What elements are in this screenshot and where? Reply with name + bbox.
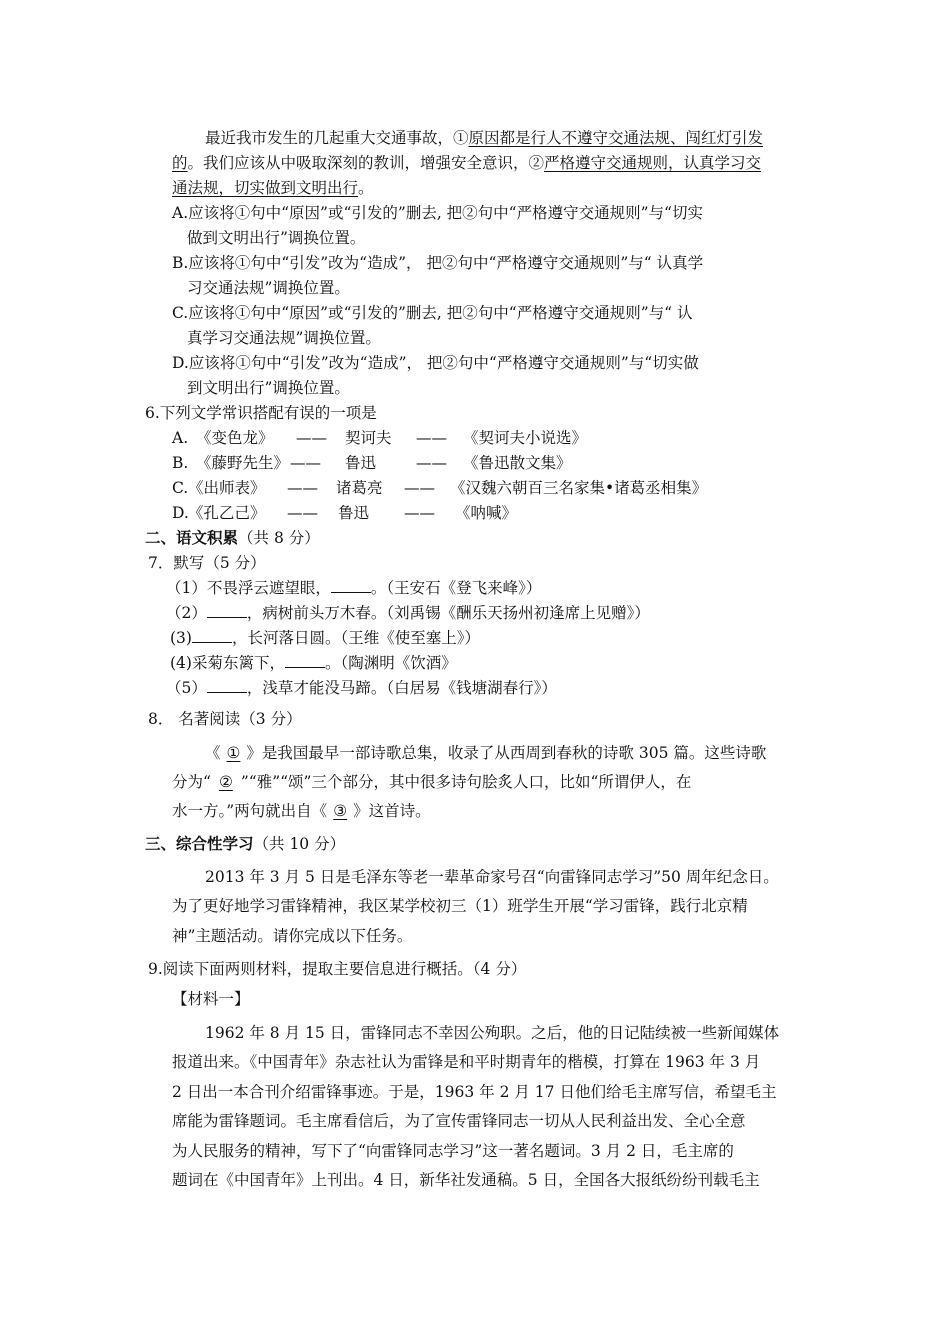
q6-option-letter: D.	[172, 504, 189, 522]
q7-item-text: ，浅草才能没马蹄。（白居易《钱塘湖春行》）	[246, 679, 557, 697]
q8-text: 《	[205, 744, 221, 762]
q5-option-a-line-1: A.应该将①句中“原因”或“引发的”删去, 把②句中“严格遵守交通规则”与“切实	[172, 204, 703, 222]
q5-text: 。我们应该从中吸取深刻的教训，增强安全意识，②	[187, 154, 545, 172]
q6-option-work: 《变色龙》	[196, 429, 274, 447]
section-2-score: （共 8 分）	[238, 529, 320, 547]
section-3-intro-line-3: 神”主题活动。请你完成以下任务。	[172, 927, 413, 945]
q6-option-source: 《鲁迅散文集》	[463, 454, 572, 472]
q6-option-dash: ——	[416, 429, 447, 447]
q6-option-author: 诸葛亮	[336, 479, 383, 497]
q7-item-4	[170, 652, 457, 674]
q6-option-letter: A.	[172, 429, 189, 447]
q5-option-d-line-1: D.应该将①句中“引发”改为“造成”， 把②句中“严格遵守交通规则”与“切实做	[172, 354, 699, 372]
q5-option-c-line-1: C.应该将①句中“原因”或“引发的”删去, 把②句中“严格遵守交通规则”与“ 认	[172, 304, 693, 322]
q7-item-text: （5）	[166, 679, 207, 697]
q7-answer-blank	[207, 602, 247, 618]
q8-text: ”“雅”“颂”三个部分，其中很多诗句脍炙人口，比如“所谓伊人，在	[240, 773, 692, 791]
material-1-line-3: 2 日出一本合刊介绍雷锋事迹。于是，1963 年 2 月 17 日他们给毛主席写信，希望毛主	[172, 1083, 777, 1101]
q6-option-dash: ——	[416, 454, 447, 472]
q7-item-text: ，长河落日圆。（王维《使至塞上》）	[231, 629, 480, 647]
q6-option-author: 契诃夫	[345, 429, 392, 447]
material-1-line-1: 1962 年 8 月 15 日，雷锋同志不幸因公殉职。之后，他的日记陆续被一些新闻媒体	[205, 1024, 780, 1042]
material-1-line-6: 题词在《中国青年》上刊出。4 日，新华社发通稿。5 日，全国各大报纸纷纷刊载毛主	[172, 1171, 760, 1189]
q7-answer-blank	[331, 577, 371, 593]
q7-answer-blank	[192, 627, 232, 643]
q5-passage-line-3	[172, 177, 374, 199]
q6-option-work: 《出师表》	[188, 479, 266, 497]
q5-option-d-line-2: 到文明出行”调换位置。	[187, 379, 350, 397]
q5-text: 最近我市发生的几起重大交通事故，①	[205, 129, 469, 147]
section-3-intro-line-1: 2013 年 3 月 5 日是毛泽东等老一辈革命家号召“向雷锋同志学习”50 周年纪念日。	[205, 868, 779, 886]
q5-underlined-sentence-1-end: 的	[172, 154, 188, 172]
q7-item-3	[170, 627, 480, 649]
q7-item-text: (3)	[170, 629, 192, 647]
q7-answer-blank	[207, 677, 247, 693]
material-1-line-2: 报道出来。《中国青年》杂志社认为雷锋是和平时期青年的楷模，打算在 1963 年 3 月	[172, 1053, 761, 1071]
q8-text: 水一方。”两句就出自《	[172, 802, 328, 820]
q6-option-dash: ——	[287, 504, 318, 522]
section-3-intro-line-2: 为了更好地学习雷锋精神，我区某学校初三（1）班学生开展“学习雷锋，践行北京精	[172, 897, 748, 915]
q8-line-2	[172, 771, 691, 793]
q8-text: 分为“	[172, 773, 211, 791]
q7-item-text: ，病树前头万木春。（刘禹锡《酬乐天扬州初逢席上见赠》）	[246, 604, 650, 622]
q8-blank-3: ③	[333, 802, 348, 820]
q6-option-work: 《孔乙己》	[188, 504, 266, 522]
q5-option-c-line-2: 真学习交通法规”调换位置。	[187, 329, 381, 347]
q9-stem: 9.阅读下面两则材料，提取主要信息进行概括。（4 分）	[148, 960, 527, 978]
q6-stem: 6.下列文学常识搭配有误的一项是	[145, 404, 377, 422]
q8-text: 》这首诗。	[353, 802, 431, 820]
q7-item-text: (4)采菊东篱下，	[170, 654, 285, 672]
q7-item-2	[166, 602, 650, 624]
q5-option-b-line-2: 习交通法规”调换位置。	[187, 279, 350, 297]
q6-option-source: 《契诃夫小说选》	[463, 429, 588, 447]
q6-option-author: 鲁迅	[338, 504, 370, 522]
q6-option-letter: B.	[172, 454, 189, 472]
material-1-line-5: 为人民服务的精神，写下了“向雷锋同志学习”这一著名题词。3 月 2 日，毛主席的	[172, 1142, 734, 1160]
q8-line-1	[205, 742, 766, 764]
q5-passage-line-2	[172, 152, 761, 174]
q6-option-dash: ——	[296, 429, 327, 447]
material-1-heading: 【材料一】	[172, 990, 250, 1008]
q6-option-dash: ——	[287, 479, 318, 497]
q5-passage-line-1	[205, 127, 763, 149]
q7-item-text: 。（王安石《登飞来峰》）	[370, 579, 542, 597]
q5-underlined-sentence-2: 严格遵守交通规则，认真学习交	[544, 154, 762, 172]
q8-blank-2: ②	[218, 773, 233, 791]
q5-option-a-line-2: 做到文明出行”调换位置。	[187, 229, 366, 247]
section-3-score: （共 10 分）	[253, 835, 346, 853]
section-3-title: 三、综合性学习	[145, 834, 254, 853]
q7-item-text: （1）不畏浮云遮望眼，	[166, 579, 331, 597]
q6-option-source: 《呐喊》	[455, 504, 518, 522]
q8-text: 》是我国最早一部诗歌总集，收录了从西周到春秋的诗歌 305 篇。这些诗歌	[246, 744, 767, 762]
q6-option-work: 《藤野先生》	[196, 454, 290, 472]
q6-option-dash: ——	[290, 454, 321, 472]
q7-item-5	[166, 677, 557, 699]
q5-underlined-sentence-1: 原因都是行人不遵守交通法规、闯红灯引发	[468, 129, 764, 147]
q7-item-text: （2）	[166, 604, 207, 622]
material-1-line-4: 席能为雷锋题词。毛主席看信后，为了宣传雷锋同志一切从人民利益出发、全心全意	[172, 1112, 746, 1130]
q7-item-1	[166, 577, 541, 599]
q6-option-dash: ——	[404, 479, 435, 497]
section-2-title: 二、语文积累	[145, 528, 239, 547]
q8-stem: 8． 名著阅读（3 分）	[148, 710, 302, 728]
q5-option-b-line-1: B.应该将①句中“引发”改为“造成”， 把②句中“严格遵守交通规则”与“ 认真学	[172, 254, 704, 272]
q6-option-letter: C.	[172, 479, 189, 497]
q5-text: 。	[358, 179, 374, 197]
q8-line-3	[172, 800, 431, 822]
section-2-heading	[145, 527, 320, 549]
q5-underlined-sentence-2-end: 通法规，切实做到文明出行	[172, 179, 359, 197]
q7-stem: 7．默写（5 分）	[148, 554, 266, 572]
section-3-heading	[145, 833, 345, 855]
q6-option-dash: ——	[404, 504, 435, 522]
q7-answer-blank	[285, 652, 325, 668]
q7-item-text: 。（陶渊明《饮酒》	[324, 654, 457, 672]
q8-blank-1: ①	[226, 744, 241, 762]
q6-option-source: 《汉魏六朝百三名家集•诸葛丞相集》	[450, 479, 708, 497]
q6-option-author: 鲁迅	[345, 454, 377, 472]
